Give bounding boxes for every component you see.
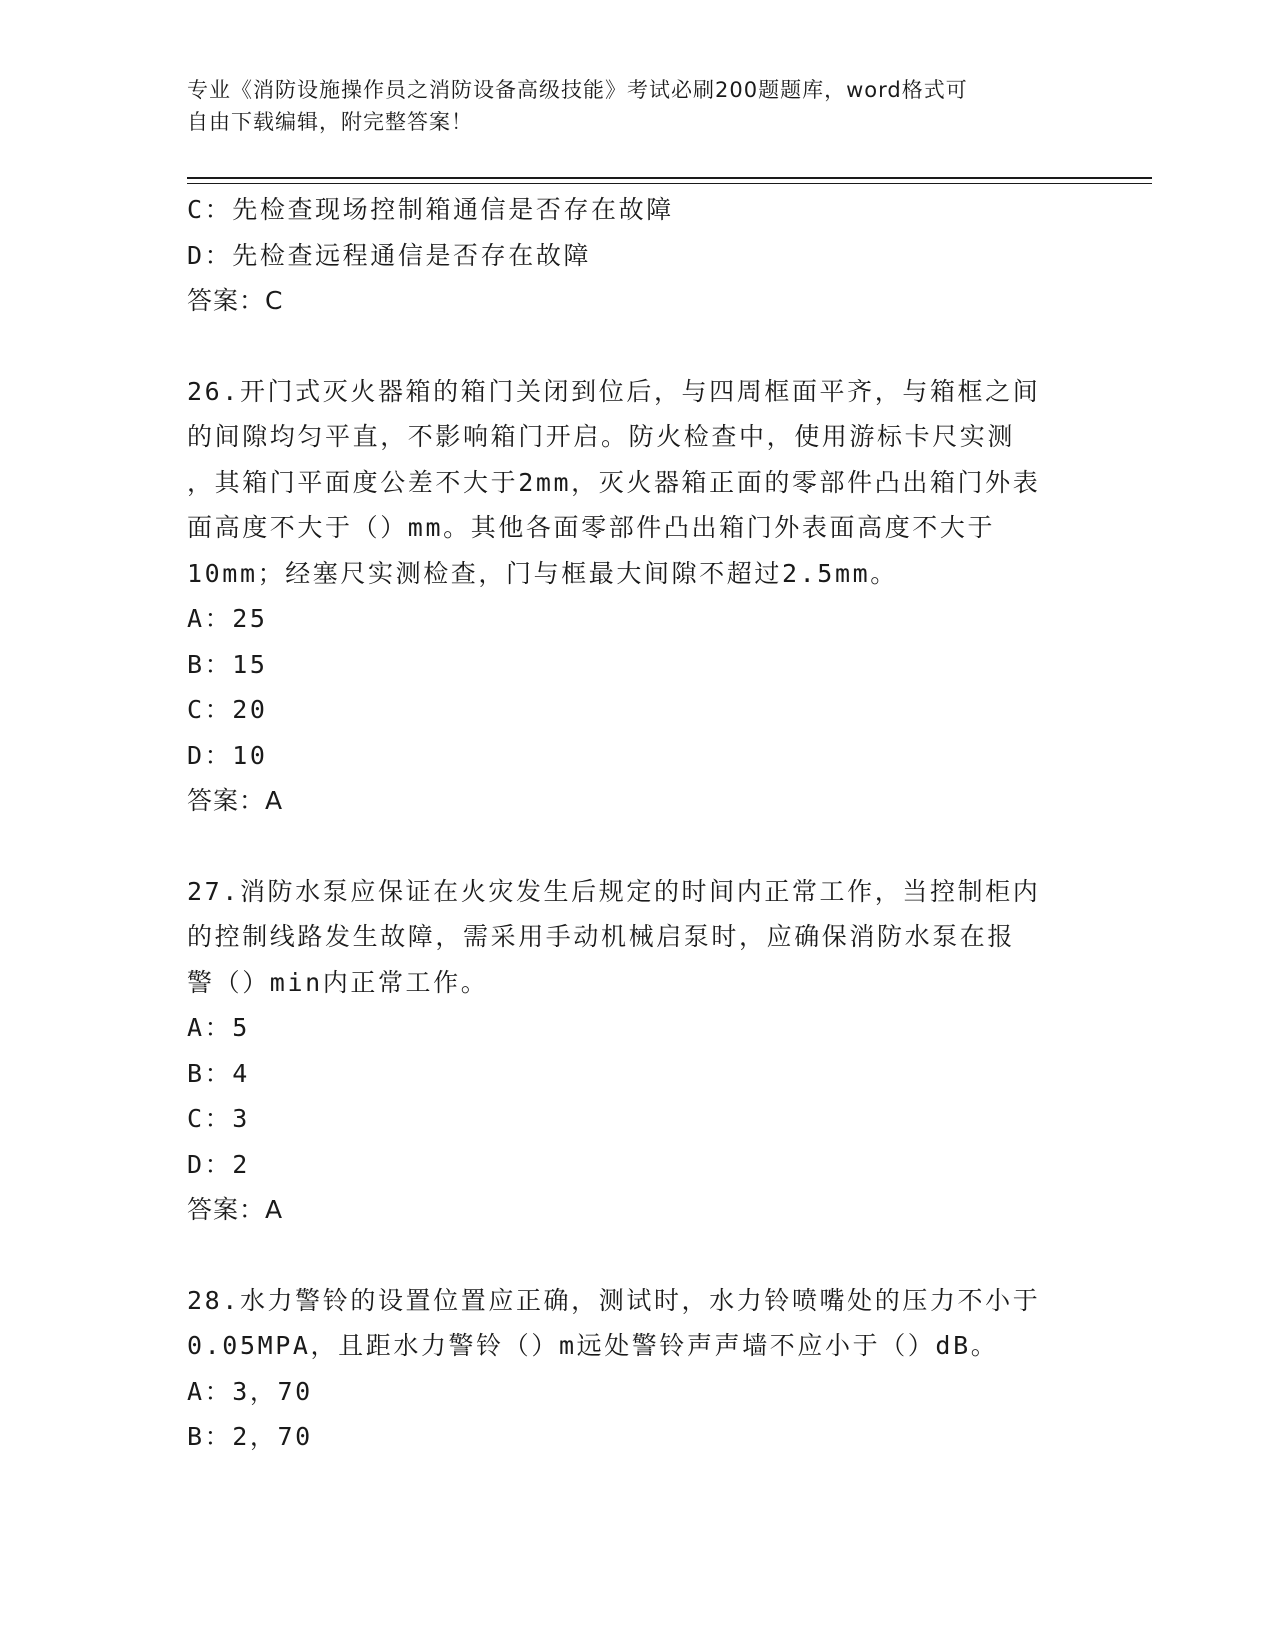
option-d: D：10 <box>187 740 268 770</box>
question-text-line: 警（）min内正常工作。 <box>187 967 489 997</box>
option-a: A：3，70 <box>187 1376 313 1406</box>
answer-label: 答案：A <box>187 1195 284 1224</box>
header-line-2: 自由下载编辑，附完整答案！ <box>187 110 473 134</box>
option-b: B：2，70 <box>187 1422 313 1451</box>
option-c: C：20 <box>187 695 268 724</box>
option-a: A：25 <box>187 604 268 633</box>
option-d: D：2 <box>187 1149 250 1179</box>
spacer <box>187 1233 1087 1278</box>
answer-label: 答案：A <box>187 786 284 815</box>
option-a: A：5 <box>187 1013 250 1042</box>
spacer <box>187 824 1087 869</box>
question-text-line: 28.水力警铃的设置位置应正确，测试时，水力铃喷嘴处的压力不小于 <box>187 1285 1041 1315</box>
option-c: C：先检查现场控制箱通信是否存在故障 <box>187 195 674 224</box>
option-b: B：15 <box>187 649 268 679</box>
option-b: B：4 <box>187 1058 250 1088</box>
question-block-27 <box>187 869 1087 1233</box>
question-block-26 <box>187 369 1087 824</box>
question-text-line: 26.开门式灭火器箱的箱门关闭到位后，与四周框面平齐，与箱框之间 <box>187 376 1041 406</box>
question-text-line: ，其箱门平面度公差不大于2mm，灭火器箱正面的零部件凸出箱门外表 <box>187 467 1041 497</box>
answer-label: 答案：C <box>187 286 284 315</box>
question-list <box>187 187 1087 1460</box>
header-line-1: 专业《消防设施操作员之消防设备高级技能》考试必刷200题题库，word格式可 <box>187 78 968 102</box>
header-divider-thick <box>187 177 1152 179</box>
question-text-line: 0.05MPA，且距水力警铃（）m远处警铃声声墙不应小于（）dB。 <box>187 1331 999 1360</box>
question-text-line: 的控制线路发生故障，需采用手动机械启泵时，应确保消防水泵在报 <box>187 922 1016 951</box>
document-header <box>187 74 1067 138</box>
spacer <box>187 324 1087 369</box>
question-block-28 <box>187 1278 1087 1460</box>
question-block-previous <box>187 187 1087 324</box>
question-text-line: 10mm；经塞尺实测检查，门与框最大间隙不超过2.5mm。 <box>187 558 898 588</box>
option-d: D：先检查远程通信是否存在故障 <box>187 240 592 270</box>
question-text-line: 面高度不大于（）mm。其他各面零部件凸出箱门外表面高度不大于 <box>187 513 996 542</box>
question-text-line: 27.消防水泵应保证在火灾发生后规定的时间内正常工作，当控制柜内 <box>187 876 1041 906</box>
option-c: C：3 <box>187 1104 250 1133</box>
question-text-line: 的间隙均匀平直，不影响箱门开启。防火检查中，使用游标卡尺实测 <box>187 422 1016 451</box>
header-divider-thin <box>187 183 1152 184</box>
